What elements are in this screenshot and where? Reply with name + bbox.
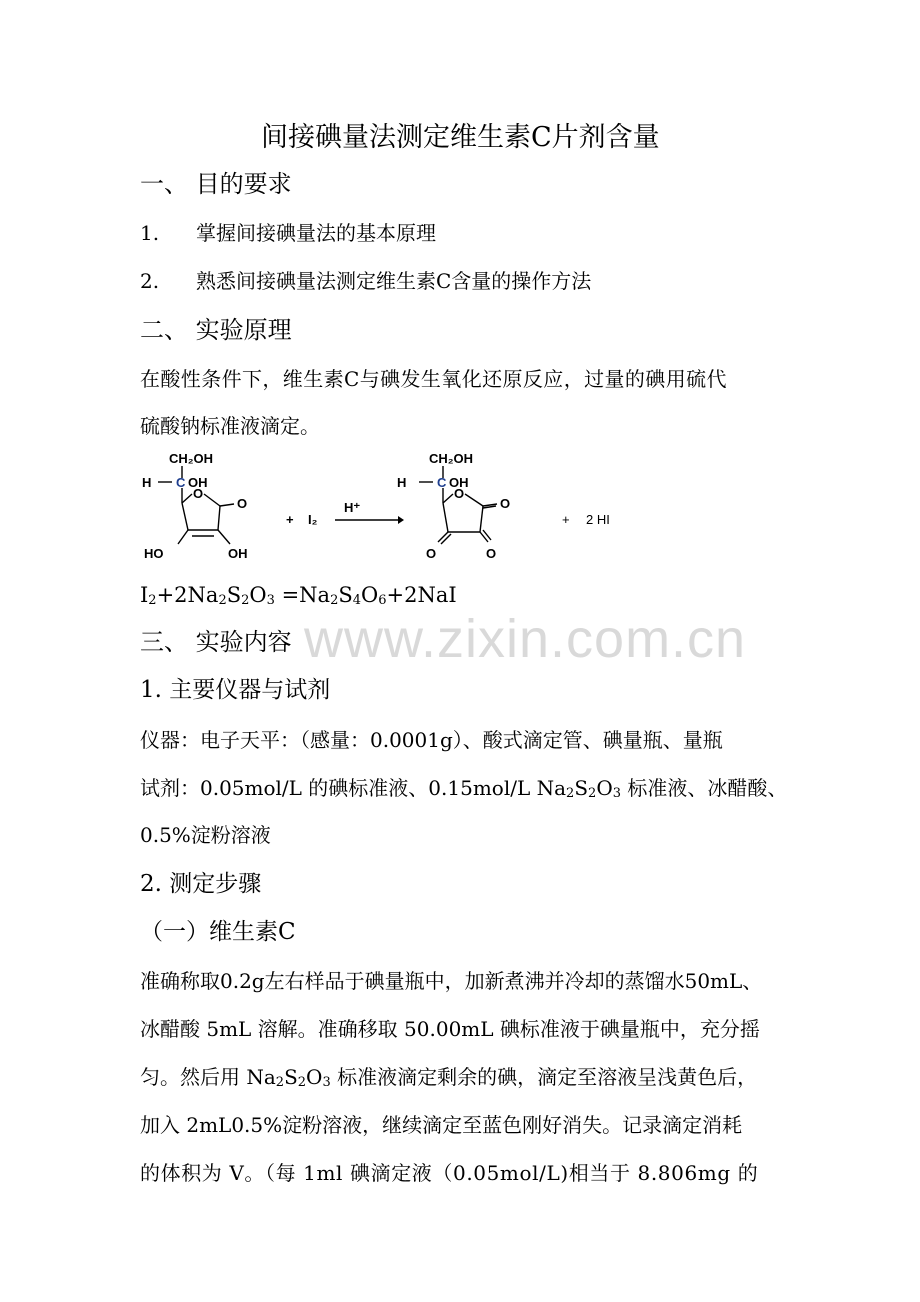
reagents-line: 0.5%淀粉溶液 xyxy=(140,823,271,847)
ring-oxygen-label: O xyxy=(193,486,204,501)
hi-label: 2 HI xyxy=(586,512,610,527)
carbon-label: C xyxy=(176,475,186,490)
carbonyl-oxygen-label: O xyxy=(237,496,248,511)
oh-label: OH xyxy=(449,475,469,490)
ketone-oxygen-label: O xyxy=(426,546,437,561)
oh-label: OH xyxy=(188,475,208,490)
instruments-line: 仪器：电子天平：（感量：0.0001g）、酸式滴定管、碘量瓶、量瓶 xyxy=(140,728,723,752)
carbonyl-oxygen-label: O xyxy=(500,496,511,511)
list-item-text: 熟悉间接碘量法测定维生素C含量的操作方法 xyxy=(196,269,592,293)
procedure-line: 加入 2mL0.5%淀粉溶液，继续滴定至蓝色刚好消失。记录滴定消耗 xyxy=(140,1113,743,1137)
subsection-heading: （一）维生素C xyxy=(140,919,296,945)
plus-sign: + xyxy=(286,512,294,527)
procedure-line: 匀。然后用 $Na_2S_2O_3$ 标准液滴定剩余的碘，滴定至溶液呈浅黄色后， xyxy=(140,1065,758,1090)
list-item-text: 掌握间接碘量法的基本原理 xyxy=(196,221,436,245)
procedure-line: 的体积为 V。（每 1ml 碘滴定液（0.05mol/L)相当于 8.806mg 的 xyxy=(140,1161,759,1185)
catalyst-label: H⁺ xyxy=(344,500,361,515)
ketone-oxygen-label: O xyxy=(486,546,497,561)
iodine-label: I₂ xyxy=(308,512,318,527)
paragraph-line: 硫酸钠标准液滴定。 xyxy=(140,414,320,438)
ch2oh-label: CH₂OH xyxy=(429,451,474,466)
chemical-equation: $I_2+2Na_2S_2O_3 =Na_2S_4O_6+2NaI$ xyxy=(140,583,457,608)
subsection-heading: 1. 主要仪器与试剂 xyxy=(140,677,331,703)
section-heading-objectives: 一、 目的要求 xyxy=(140,170,292,198)
h-label: H xyxy=(142,475,152,490)
ch2oh-label: CH₂OH xyxy=(169,451,214,466)
carbon-label: C xyxy=(437,475,447,490)
ho-label: HO xyxy=(144,546,164,561)
plus-sign: + xyxy=(562,512,570,527)
ring-oxygen-label: O xyxy=(454,486,465,501)
h-label: H xyxy=(397,475,407,490)
reaction-scheme xyxy=(140,448,640,568)
watermark: www.zixin.com.cn xyxy=(304,609,747,669)
subsection-heading: 2. 测定步骤 xyxy=(140,871,262,897)
paragraph-line: 在酸性条件下，维生素C与碘发生氧化还原反应，过量的碘用硫代 xyxy=(140,367,727,391)
list-item-number: 1. xyxy=(140,221,160,245)
reagents-line: 试剂：0.05mol/L 的碘标准液、0.15mol/L $Na_2S_2O_3$ 标准液、冰醋酸、 xyxy=(140,776,788,801)
reaction-arrow-head xyxy=(398,516,404,524)
section-heading-principle: 二、 实验原理 xyxy=(140,316,292,344)
section-heading-content: 三、 实验内容 xyxy=(140,628,292,656)
list-item-number: 2. xyxy=(140,269,160,293)
procedure-line: 准确称取0.2g左右样品于碘量瓶中，加新煮沸并冷却的蒸馏水50mL、 xyxy=(140,969,763,993)
oh-label: OH xyxy=(228,546,248,561)
document-title: 间接碘量法测定维生素C片剂含量 xyxy=(261,122,660,153)
procedure-line: 冰醋酸 5mL 溶解。准确移取 50.00mL 碘标准液于碘量瓶中，充分摇 xyxy=(140,1017,760,1041)
